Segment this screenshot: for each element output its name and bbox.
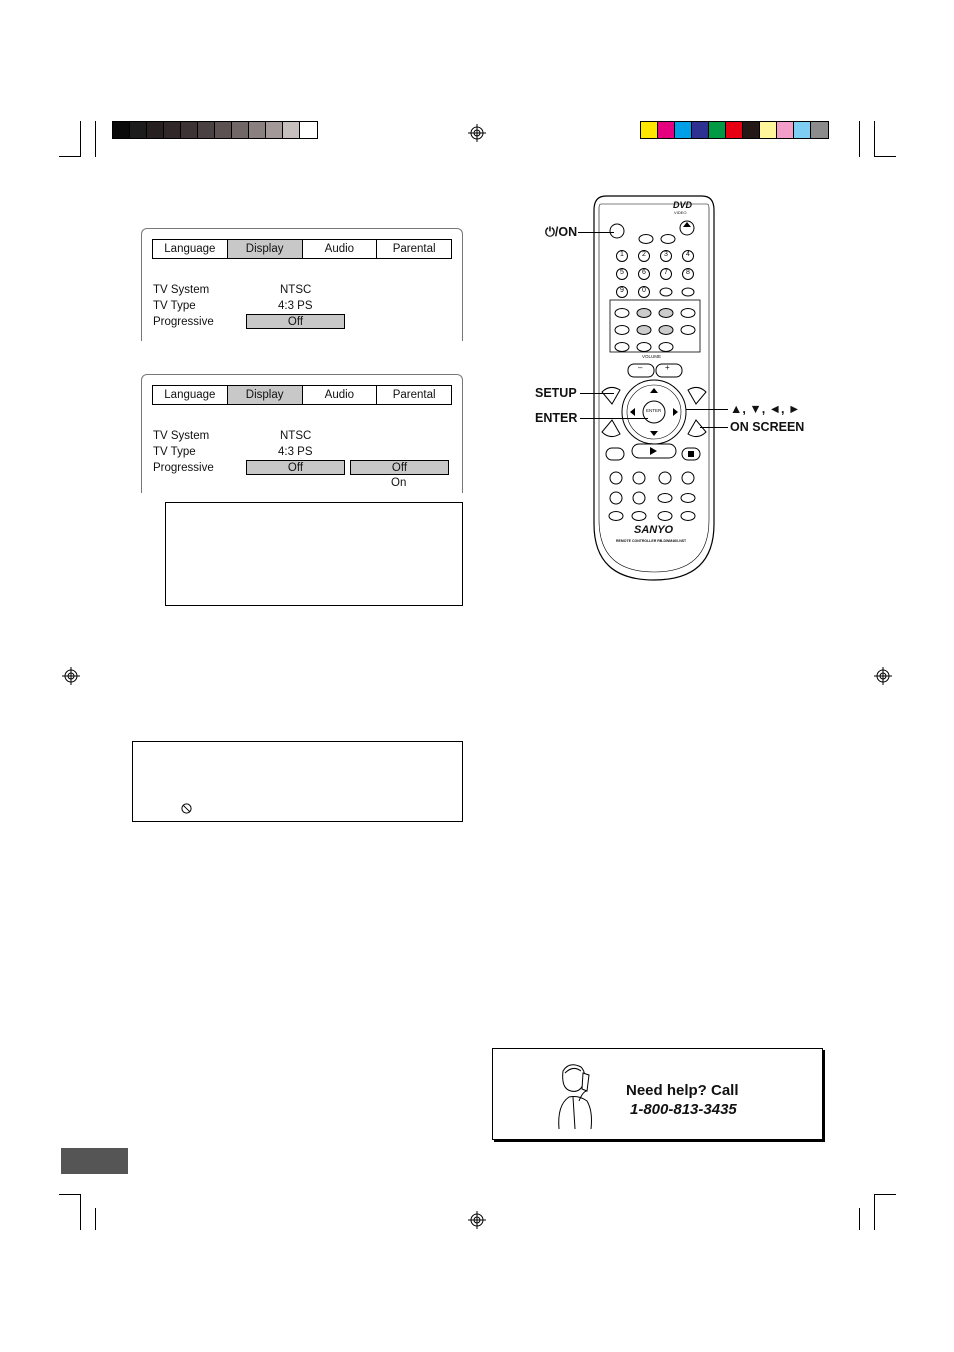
color-swatch xyxy=(215,122,232,138)
color-swatch xyxy=(266,122,283,138)
page-tab-marker xyxy=(61,1148,128,1174)
registration-mark-icon xyxy=(468,124,486,142)
remote-key-4[interactable]: 4 xyxy=(686,251,690,258)
remote-key-8[interactable]: 8 xyxy=(686,269,690,276)
tab-parental[interactable]: Parental xyxy=(392,243,436,255)
color-swatch xyxy=(777,122,794,138)
menu-tabs xyxy=(152,385,452,405)
remote-key-3[interactable]: 3 xyxy=(664,251,668,258)
note-box xyxy=(132,741,463,822)
color-swatch xyxy=(658,122,675,138)
callout-setup: SETUP xyxy=(535,386,577,400)
color-swatch xyxy=(283,122,300,138)
row-value-tv-system: NTSC xyxy=(280,284,312,296)
color-swatch xyxy=(249,122,266,138)
row-label-tv-system: TV System xyxy=(153,430,210,442)
leader-line xyxy=(686,409,728,410)
crop-mark xyxy=(874,1194,875,1230)
help-text: Need help? Call xyxy=(626,1082,739,1099)
color-swatch xyxy=(811,122,828,138)
crop-mark xyxy=(874,1194,896,1195)
row-label-tv-system: TV System xyxy=(153,284,210,296)
color-swatch xyxy=(692,122,709,138)
color-swatch xyxy=(794,122,811,138)
callout-arrows: ▲, ▼, ◄, ► xyxy=(730,402,801,416)
tab-parental[interactable]: Parental xyxy=(392,389,436,401)
remote-key-2[interactable]: 2 xyxy=(642,251,646,258)
callout-on-screen: ON SCREEN xyxy=(730,420,805,434)
remote-model-text: REMOTE CONTROLLER RB-DWM460-NST xyxy=(616,539,687,543)
crop-mark xyxy=(874,121,875,157)
row-label-tv-type: TV Type xyxy=(153,300,196,312)
row-label-progressive: Progressive xyxy=(153,316,214,328)
color-swatch xyxy=(130,122,147,138)
remote-volume-label: VOLUME xyxy=(642,354,662,359)
tab-display[interactable]: Display xyxy=(228,386,303,404)
woman-on-phone-icon xyxy=(549,1061,599,1131)
remote-key-5[interactable]: 5 xyxy=(620,269,624,276)
registration-mark-icon xyxy=(874,667,892,685)
row-label-tv-type: TV Type xyxy=(153,446,196,458)
menu-tabs xyxy=(152,239,452,259)
leader-line xyxy=(700,427,728,428)
remote-volume-minus[interactable]: – xyxy=(638,363,643,372)
prohibit-icon xyxy=(181,803,192,814)
leader-line xyxy=(578,232,614,233)
osd-menu-display-options xyxy=(141,374,463,493)
color-swatch xyxy=(232,122,249,138)
remote-brand-logo: SANYO xyxy=(634,524,674,536)
option-on[interactable]: On xyxy=(391,477,407,489)
remote-key-7[interactable]: 7 xyxy=(664,269,668,276)
color-swatch xyxy=(675,122,692,138)
remote-dvd-logo: DVD xyxy=(673,200,693,210)
remote-volume-plus[interactable]: + xyxy=(665,363,670,372)
color-swatch xyxy=(709,122,726,138)
row-label-progressive: Progressive xyxy=(153,462,214,474)
color-swatch xyxy=(147,122,164,138)
help-phone-number: 1-800-813-3435 xyxy=(630,1101,737,1118)
crop-mark xyxy=(80,121,81,157)
crop-mark xyxy=(874,156,896,157)
color-swatch xyxy=(641,122,658,138)
remote-key-1[interactable]: 1 xyxy=(620,251,624,258)
help-box xyxy=(492,1048,823,1140)
color-swatch xyxy=(300,122,317,138)
row-value-tv-type: 4:3 PS xyxy=(278,446,313,458)
registration-mark-icon xyxy=(62,667,80,685)
color-swatch xyxy=(181,122,198,138)
crop-mark xyxy=(859,121,860,157)
color-swatch xyxy=(198,122,215,138)
crop-mark xyxy=(95,1208,96,1230)
remote-key-6[interactable]: 6 xyxy=(642,269,646,276)
registration-mark-icon xyxy=(468,1211,486,1229)
callout-power-on: ⏻/ON xyxy=(545,225,578,239)
osd-menu-display xyxy=(141,228,463,341)
option-off-highlighted[interactable]: Off xyxy=(350,460,449,475)
color-swatch xyxy=(760,122,777,138)
tab-display[interactable]: Display xyxy=(228,240,303,258)
row-value-tv-system: NTSC xyxy=(280,430,312,442)
color-bar xyxy=(640,121,829,139)
remote-key-0[interactable]: 0 xyxy=(642,287,646,294)
remote-key-9[interactable]: 9 xyxy=(620,287,624,294)
leader-line xyxy=(580,393,614,394)
crop-mark xyxy=(59,1194,81,1195)
progressive-value-selected[interactable]: Off xyxy=(246,314,345,329)
crop-mark xyxy=(80,1194,81,1230)
crop-mark xyxy=(95,121,96,157)
gray-scale-bar xyxy=(112,121,318,139)
leader-line xyxy=(580,418,648,419)
row-value-tv-type: 4:3 PS xyxy=(278,300,313,312)
color-swatch xyxy=(164,122,181,138)
tab-audio[interactable]: Audio xyxy=(303,386,378,404)
progressive-value-current: Off xyxy=(246,460,345,475)
tab-audio[interactable]: Audio xyxy=(303,240,378,258)
tab-language[interactable]: Language xyxy=(153,240,228,258)
note-box xyxy=(165,502,463,606)
color-swatch xyxy=(743,122,760,138)
crop-mark xyxy=(59,156,81,157)
remote-dvd-logo-sub: VIDEO xyxy=(674,210,687,215)
crop-mark xyxy=(859,1208,860,1230)
remote-enter-key-label[interactable]: ENTER xyxy=(646,408,662,413)
color-swatch xyxy=(726,122,743,138)
tab-language[interactable]: Language xyxy=(153,386,228,404)
color-swatch xyxy=(113,122,130,138)
callout-enter: ENTER xyxy=(535,411,578,425)
